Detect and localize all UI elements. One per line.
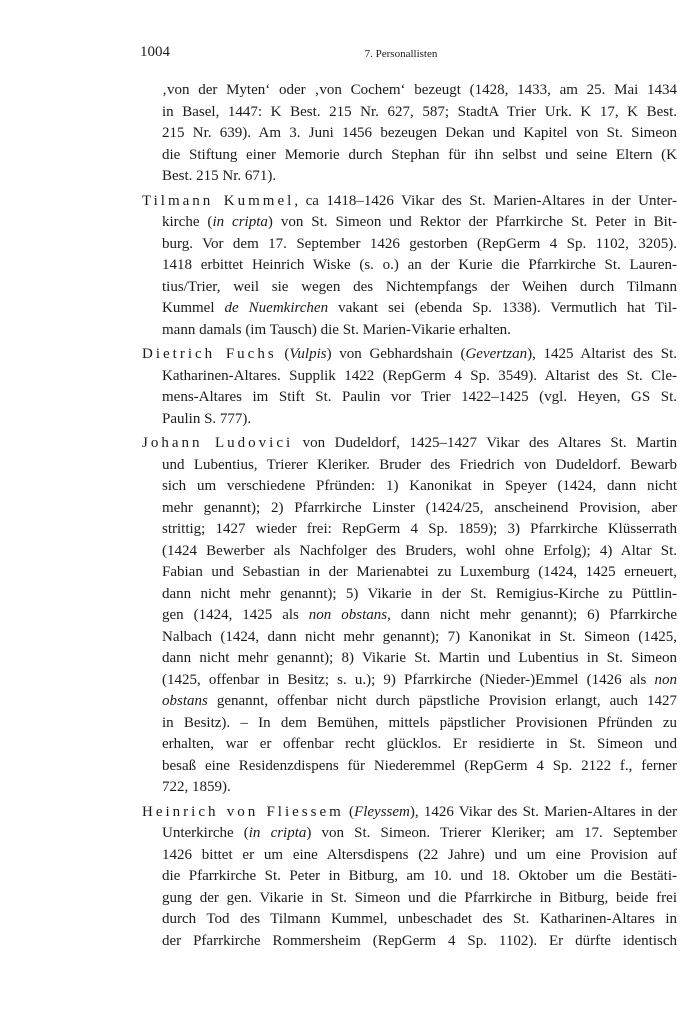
text-line [140, 866, 677, 888]
text-run: in Basel, 1447: K Best. 215 Nr. 627, 587; StadtA Trier Urk. K 17, K Best. [162, 103, 677, 120]
text-line [140, 234, 677, 256]
text-line [140, 80, 677, 102]
text-run: burg. Vor dem 17. September 1426 gestorben (RepGerm 4 Sp. 1102, 3205). [162, 235, 677, 252]
text-line [140, 455, 677, 477]
text-run: 1418 erbittet Heinrich Wiske (s. o.) an der Kurie die Pfarrkirche St. Lauren- [162, 257, 677, 273]
text-run: , ca 1418–1426 Vikar des St. Marien-Altares in der Unter- [294, 192, 677, 209]
page-number: 1004 [140, 44, 170, 60]
text-run: (1424 Bewerber als Nachfolger des Bruders, wohl ohne Erfolg); 4) Altar St. [162, 542, 677, 559]
person-name: Dietrich Fuchs [142, 346, 277, 362]
text-line [140, 691, 677, 713]
text-line [140, 802, 677, 824]
text-run: besaß eine Residenzdispens für Niederemmel (RepGerm 4 Sp. 2122 f., ferner [162, 757, 677, 774]
text-line [140, 433, 677, 455]
italic-term: obstans [162, 693, 208, 709]
text-line [140, 605, 677, 627]
text-line [140, 777, 677, 799]
text-run: Best. 215 Nr. 671). [162, 168, 277, 184]
text-line [140, 823, 677, 845]
text-line [140, 255, 677, 277]
text-run: und Lubentius, Trierer Kleriker. Bruder des Friedrich von Dudeldorf. Bewarb [162, 456, 677, 473]
person-entry [140, 344, 677, 430]
text-run: genannt, offenbar nicht durch päpstliche Provision erlangt, auch 1427 [207, 693, 677, 709]
text-run: sich um verschiedene Pfründen: 1) Kanonikat in Speyer (1424, dann nicht [162, 478, 677, 494]
text-run: die Stiftung einer Memorie durch Stephan für ihn selbst und seine Eltern (K [162, 146, 677, 163]
person-entry [140, 433, 677, 799]
text-body [140, 80, 677, 952]
text-run: , dann nicht mehr genannt); 6) Pfarrkirche [387, 607, 677, 623]
text-run: ( [276, 346, 290, 362]
italic-term: Vulpis [289, 346, 327, 362]
text-run: ) von St. Simeon und Rektor der Pfarrkirche St. Peter in Bit- [267, 214, 677, 230]
text-line [140, 888, 677, 910]
text-run: Paulin S. 777). [162, 410, 252, 427]
text-run: strittig; 1427 wieder frei: RepGerm 4 Sp. 1859); 3) Pfarrkirche Klüsserrath [162, 521, 677, 537]
text-run: Nalbach (1424, dann nicht mehr genannt); 7) Kanonikat in St. Simeon (1425, [162, 628, 677, 645]
text-line [140, 476, 677, 498]
text-line [140, 845, 677, 867]
italic-term: non obstans [308, 607, 388, 623]
running-title: 7. Personallisten [364, 48, 438, 60]
text-line [140, 366, 677, 388]
text-line [140, 191, 677, 213]
text-line [140, 734, 677, 756]
text-line [140, 648, 677, 670]
text-run: ), 1426 Vikar des St. Marien-Altares in der [409, 803, 677, 820]
text-run: Unterkirche ( [162, 825, 249, 841]
text-run: gung der gen. Vikarie in St. Simeon und die Pfarrkirche in Bitburg, beide frei [162, 889, 677, 906]
text-line [140, 387, 677, 409]
text-run: von Dudeldorf, 1425–1427 Vikar des Altares St. Martin [293, 435, 677, 451]
text-line [140, 320, 677, 342]
text-run: Kummel [162, 300, 225, 316]
text-run: 722, 1859). [162, 779, 231, 795]
text-line [140, 909, 677, 931]
text-line [140, 627, 677, 649]
text-run: vakant sei (ebenda Sp. 1338). Vermutlich hat Til- [328, 300, 677, 316]
text-line [140, 541, 677, 563]
text-run: ) von Gebhardshain ( [326, 346, 466, 362]
person-name: Tilmann Kummel [142, 192, 295, 209]
text-line [140, 298, 677, 320]
text-run: 1426 bittet er um eine Altersdispens (22 Jahre) und um eine Provision auf [162, 846, 677, 863]
text-run: kirche ( [162, 214, 213, 230]
text-run: Fabian und Sebastian in der Marienabtei zu Luxemburg (1424, 1425 erneuert, [162, 564, 677, 580]
text-line [140, 277, 677, 299]
text-line [140, 344, 677, 366]
text-line [140, 670, 677, 692]
italic-term: non [654, 671, 677, 688]
text-run: dann nicht mehr genannt); 8) Vikarie St. Martin und Lubentius in St. Simeon [162, 650, 677, 666]
text-run: die Pfarrkirche St. Peter in Bitburg, am 10. und 18. Oktober um die Bestäti- [162, 868, 677, 884]
text-line [140, 519, 677, 541]
text-line [140, 212, 677, 234]
text-line [140, 145, 677, 167]
text-run: in Besitz). – In dem Bemühen, mittels päpstlicher Provisionen Pfründen zu [162, 714, 677, 731]
person-entry [140, 802, 677, 953]
text-run: mann damals (im Tausch) die St. Marien-Vikarie erhalten. [162, 321, 511, 338]
text-run: erhalten, war er offenbar recht glücklos. Er residierte in St. Simeon und [162, 736, 677, 752]
text-line [140, 498, 677, 520]
text-run: 215 Nr. 639). Am 3. Juni 1456 bezeugen Dekan und Kapitel von St. Simeon [162, 125, 677, 141]
text-line [140, 409, 677, 431]
text-run: gen (1424, 1425 als [162, 607, 309, 623]
text-run: (1425, offenbar in Besitz; s. u.); 9) Pfarrkirche (Nieder-)Emmel (1426 als [162, 671, 655, 688]
text-line [140, 562, 677, 584]
italic-term: in cripta [212, 214, 268, 230]
text-run: ), 1425 Altarist des St. [527, 346, 678, 362]
text-line [140, 931, 677, 953]
italic-term: de Nuemkirchen [224, 300, 329, 316]
text-line [140, 166, 677, 188]
person-name: Heinrich von Fliessem [142, 803, 344, 820]
text-run: tius/Trier, weil sie wegen des Nichtempfangs der Weihen durch Tilmann [162, 278, 677, 295]
text-run: ( [343, 803, 355, 820]
italic-term: Gevertzan [465, 346, 528, 362]
text-line [140, 713, 677, 735]
text-run: mens-Altares im Stift St. Paulin vor Trier 1422–1425 (vgl. Heyen, GS St. [162, 389, 677, 405]
text-line [140, 102, 677, 124]
text-run: durch Tod des Tilmann Kummel, unbeschadet des St. Katharinen-Altares in [162, 911, 677, 927]
italic-term: Fleyssem [354, 803, 410, 820]
person-name: Johann Ludovici [142, 435, 294, 451]
italic-term: in cripta [248, 825, 307, 841]
text-run: dann nicht mehr genannt); 5) Vikarie in der St. Remigius-Kirche zu Püttlin- [162, 585, 677, 602]
text-line [140, 756, 677, 778]
text-line [140, 123, 677, 145]
text-run: ) von St. Simeon. Trierer Kleriker; am 17. September [306, 825, 677, 841]
text-run: ‚von der Myten‘ oder ‚von Cochem‘ bezeugt (1428, 1433, am 25. Mai 1434 [162, 82, 677, 98]
continued-entry [140, 80, 677, 188]
text-line [140, 584, 677, 606]
text-run: Katharinen-Altares. Supplik 1422 (RepGerm 4 Sp. 3549). Altarist des St. Cle- [162, 367, 677, 384]
text-run: der Pfarrkirche Rommersheim (RepGerm 4 Sp. 1102). Er dürfte identisch [162, 932, 677, 949]
text-run: mehr genannt); 2) Pfarrkirche Linster (1424/25, anscheinend Provision, aber [162, 499, 677, 516]
person-entry [140, 191, 677, 342]
